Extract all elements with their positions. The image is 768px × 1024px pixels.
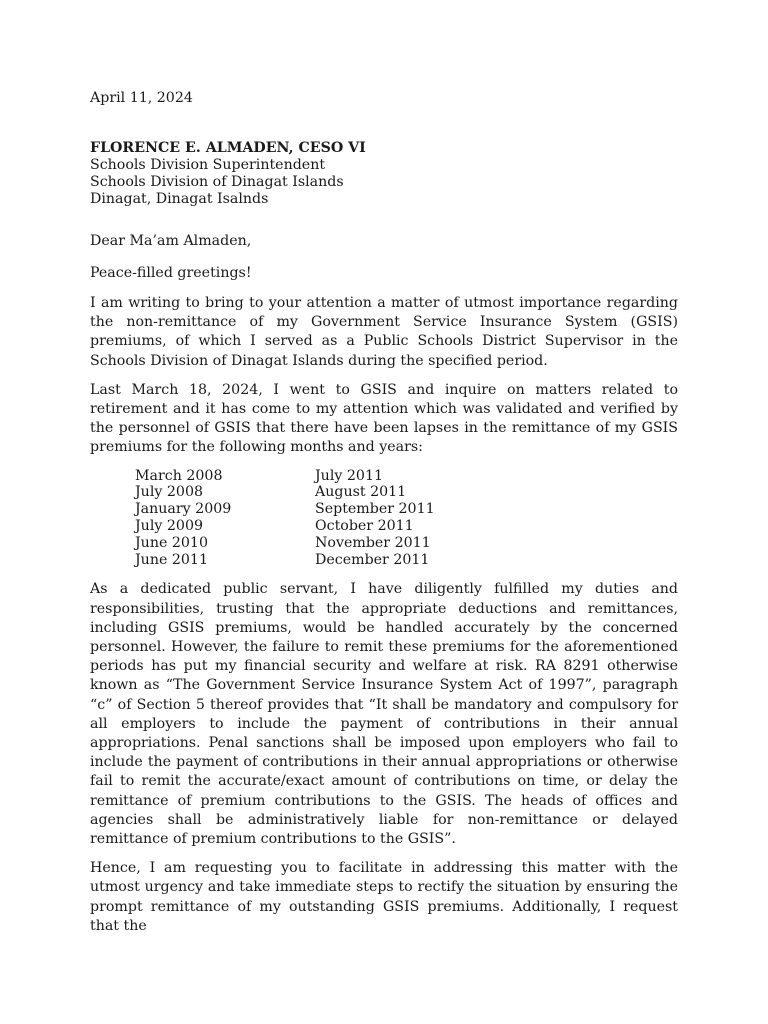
recipient-office: Schools Division of Dinagat Islands [90, 174, 344, 190]
month-item: July 2009 [135, 518, 203, 535]
month-item: December 2011 [315, 551, 430, 568]
month-item: July 2011 [315, 467, 383, 484]
month-item: June 2011 [135, 551, 208, 568]
letter-page [90, 90, 678, 946]
paragraph-gsis-inquiry: Last March 18, 2024, I went to GSIS and inquire on matters related to retirement and it has come to my attention which was validated and verified by the personnel of GSIS that there have been lapses in the remittance of my GSIS premiums for the following months and years: [90, 381, 678, 456]
month-item: October 2011 [315, 518, 414, 535]
recipient-name: FLORENCE E. ALMADEN, CESO VI [90, 140, 366, 156]
month-item: September 2011 [315, 501, 435, 518]
greeting: Peace-filled greetings! [90, 265, 252, 281]
letter-date: April 11, 2024 [90, 90, 193, 106]
recipient-location: Dinagat, Dinagat Isalnds [90, 191, 269, 207]
salutation: Dear Ma’am Almaden, [90, 233, 252, 249]
month-item: August 2011 [315, 484, 407, 501]
recipient-title: Schools Division Superintendent [90, 157, 326, 173]
unremitted-months-list [135, 468, 678, 569]
paragraph-request: Hence, I am requesting you to facilitate in addressing this matter with the utmost urgency and take immediate steps to rectify the situation by ensuring the prompt remittance of my outstanding GSIS premiums. Additionally, I request that the [90, 860, 678, 934]
recipient-block [90, 140, 678, 208]
month-item: November 2011 [315, 534, 431, 551]
month-item: July 2008 [135, 484, 203, 501]
paragraph-ra-8291: As a dedicated public servant, I have diligently fulfilled my duties and responsibilities, trusting that the appropriate deductions and remittances, including GSIS premiums, would be handled accurately by the concerned personnel. However, the failure to remit these premiums for the aforementioned periods has put my financial security and welfare at risk. RA 8291 otherwise known as “The Government Service Insurance System Act of 1997”, paragraph “c” of Section 5 thereof provides that “It shall be mandatory and compulsory for all employers to include the payment of contributions in their annual appropriations. Penal sanctions shall be imposed upon employers who fail to include the payment of contributions in their annual appropriations or otherwise fail to remit the accurate/exact amount of contributions on time, or delay the remittance of premium contributions to the GSIS. The heads of offices and agencies shall be administratively liable for non-remittance or delayed remittance of premium contributions to the GSIS”. [90, 581, 678, 848]
month-item: June 2010 [135, 534, 208, 551]
month-item: March 2008 [135, 467, 223, 484]
paragraph-intro: I am writing to bring to your attention a matter of utmost importance regarding the non-remittance of my Government Service Insurance System (GSIS) premiums, of which I served as a Public Schools District Supervisor in the Schools Division of Dinagat Islands during the specified period. [90, 295, 678, 369]
month-item: January 2009 [135, 501, 232, 518]
